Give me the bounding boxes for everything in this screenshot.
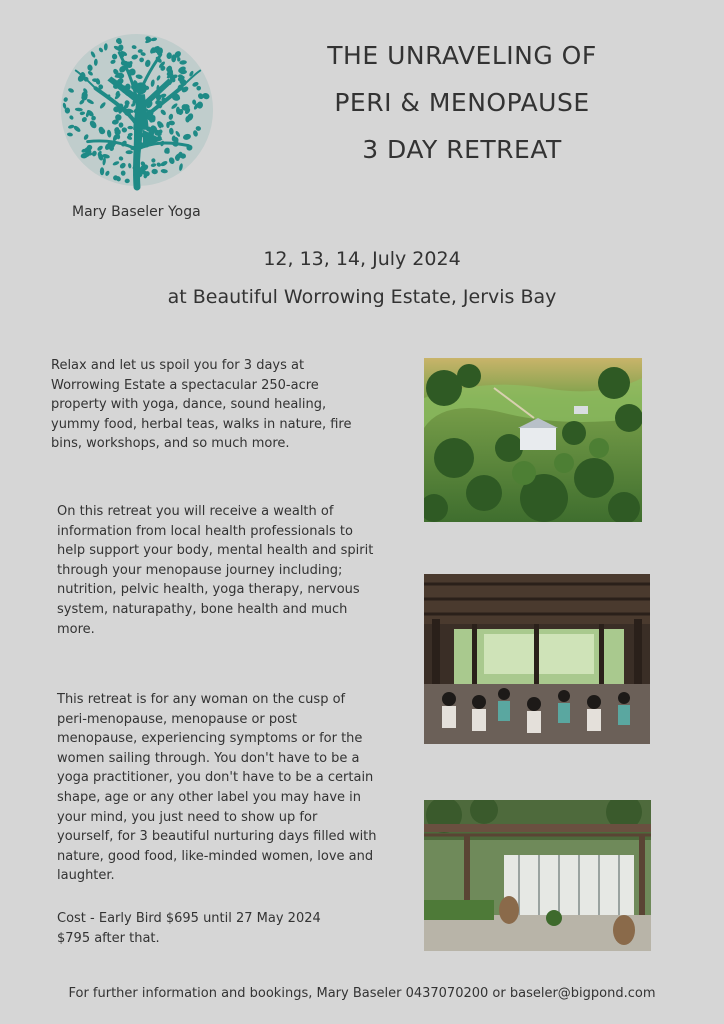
title-line-2: PERI & MENOPAUSE: [334, 88, 590, 117]
info-paragraph: On this retreat you will receive a wealth of information from local health professionals to help support your body, mental health and spirit through your menopause journey including; nutrition, pelvic health, yoga therapy, nervous system, naturapathy, bone health and much more.: [57, 504, 374, 637]
event-dates: 12, 13, 14, July 2024: [263, 248, 461, 270]
cost-early-bird: Cost - Early Bird $695 until 27 May 2024: [57, 911, 321, 926]
contact-footer: For further information and bookings, Mary Baseler 0437070200 or baseler@bigpond.com: [68, 986, 656, 1001]
event-details: [0, 240, 724, 316]
page-title: [300, 32, 624, 173]
brand-name: Mary Baseler Yoga: [72, 204, 201, 220]
audience-paragraph: This retreat is for any woman on the cusp of peri-menopause, menopause or post menopause, experiencing symptoms or for the women sailing through. You don't have to be a yoga practitioner, you don't have to be a certain shape, age or any other label you may have in your mind, you just need to show up for yourself, for 3 beautiful nurturing days filled with nature, good food, like-minded women, love and laughter.: [57, 692, 377, 884]
intro-paragraph: Relax and let us spoil you for 3 days at Worrowing Estate a spectacular 250-acre property with yoga, dance, sound healing, yummy food, herbal teas, walks in nature, fire bins, workshops, and so much more.: [51, 358, 352, 452]
pergola-venue-photo: [424, 800, 651, 951]
tree-yoga-pose-logo-icon: [58, 30, 216, 192]
title-line-1: THE UNRAVELING OF: [327, 41, 597, 70]
aerial-estate-photo: [424, 358, 642, 522]
event-location: at Beautiful Worrowing Estate, Jervis Bay: [167, 286, 557, 308]
title-line-3: 3 DAY RETREAT: [362, 135, 562, 164]
cost-regular: $795 after that.: [57, 930, 160, 946]
logo-leaf-dot: [100, 167, 104, 175]
cost-block: [57, 909, 377, 948]
yoga-class-photo: [424, 574, 650, 744]
logo-leaf-dot: [121, 170, 126, 175]
